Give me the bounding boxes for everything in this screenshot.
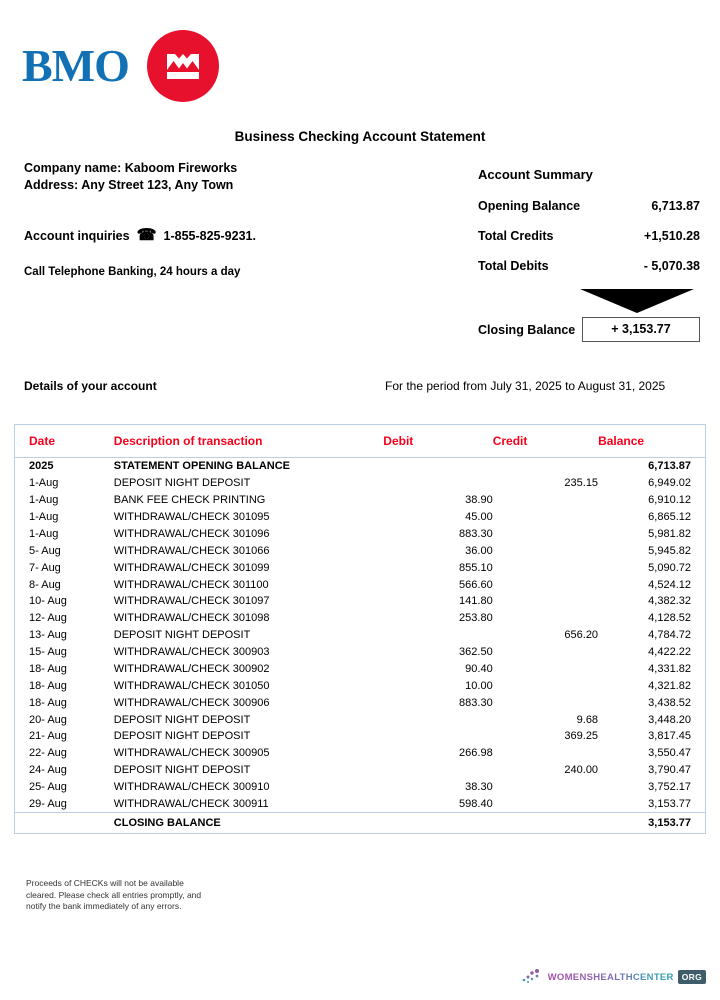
closing-cell-description: CLOSING BALANCE xyxy=(114,813,384,834)
cell-credit xyxy=(493,796,598,813)
closing-cell-date xyxy=(15,813,114,834)
cell-description: WITHDRAWAL/CHECK 300905 xyxy=(113,747,270,760)
table-row xyxy=(15,593,706,610)
watermark-org-badge: ORG xyxy=(678,970,706,985)
cell-debit: 598.40 xyxy=(459,797,493,810)
closing-cell-balance: 3,153.77 xyxy=(598,813,705,834)
cell-date: 12- Aug xyxy=(29,612,67,625)
cell-description: WITHDRAWAL/CHECK 300906 xyxy=(113,696,270,709)
cell-credit xyxy=(493,593,598,610)
cell-date: 18- Aug xyxy=(29,696,67,709)
cell-credit xyxy=(493,661,598,678)
table-row xyxy=(15,644,706,661)
table-row xyxy=(15,526,706,543)
cell-description: BANK FEE CHECK PRINTING xyxy=(113,494,266,507)
cell-date: 8- Aug xyxy=(29,578,61,591)
summary-arrow-container xyxy=(478,289,700,311)
cell-date: 18- Aug xyxy=(29,679,67,692)
account-inquiries xyxy=(24,228,256,244)
table-row xyxy=(15,509,706,526)
table-row xyxy=(15,627,706,644)
cell-credit xyxy=(493,458,598,475)
cell-debit: 566.60 xyxy=(459,578,493,591)
table-row xyxy=(15,779,706,796)
column-header-debit: Debit xyxy=(383,425,492,458)
cell-debit: 266.98 xyxy=(459,747,493,760)
cell-balance: 4,422.22 xyxy=(648,646,691,659)
bmo-logo xyxy=(22,30,219,102)
cell-description: DEPOSIT NIGHT DEPOSIT xyxy=(113,713,251,726)
cell-debit: 10.00 xyxy=(465,679,493,692)
cell-description: STATEMENT OPENING BALANCE xyxy=(113,460,290,473)
cell-debit: 38.30 xyxy=(465,781,493,794)
bmo-wordmark: BMO xyxy=(22,40,129,91)
column-header-description: Description of transaction xyxy=(114,425,384,458)
page-title: Business Checking Account Statement xyxy=(234,129,486,144)
cell-credit xyxy=(493,576,598,593)
table-row xyxy=(15,677,706,694)
table-header-row xyxy=(15,425,706,458)
cell-date: 15- Aug xyxy=(29,646,67,659)
cell-balance: 4,382.32 xyxy=(648,595,691,608)
closing-cell-credit xyxy=(493,813,598,834)
cell-balance: 5,945.82 xyxy=(648,544,691,557)
cell-credit xyxy=(493,610,598,627)
account-inquiries-label: Account inquiries xyxy=(24,229,130,243)
cell-credit xyxy=(493,526,598,543)
cell-date: 29- Aug xyxy=(29,797,67,810)
cell-description: DEPOSIT NIGHT DEPOSIT xyxy=(113,629,251,642)
cell-credit xyxy=(493,542,598,559)
telephone-icon: ☎ xyxy=(136,227,157,244)
cell-date: 18- Aug xyxy=(29,662,67,675)
cell-description: WITHDRAWAL/CHECK 301097 xyxy=(113,595,270,608)
cell-date: 21- Aug xyxy=(29,730,67,743)
disclaimer-line-1: Proceeds of CHECKs will not be available xyxy=(26,878,184,888)
table-row xyxy=(15,492,706,509)
cell-credit xyxy=(493,644,598,661)
cell-debit: 362.50 xyxy=(459,646,493,659)
cell-balance: 4,321.82 xyxy=(648,679,691,692)
cell-credit xyxy=(493,559,598,576)
table-row xyxy=(15,610,706,627)
table-row xyxy=(15,728,706,745)
cell-debit xyxy=(383,762,492,779)
cell-date: 5- Aug xyxy=(29,544,61,557)
cell-balance: 3,438.52 xyxy=(648,696,691,709)
cell-credit: 369.25 xyxy=(564,730,599,743)
table-row-closing-balance xyxy=(15,813,706,834)
cell-credit: 235.15 xyxy=(564,477,599,490)
closing-balance-label: Closing Balance xyxy=(478,322,576,337)
transactions-table xyxy=(14,424,706,834)
transactions-table-body xyxy=(15,458,706,834)
cell-balance: 6,949.02 xyxy=(648,477,691,490)
cell-description: WITHDRAWAL/CHECK 300902 xyxy=(113,662,270,675)
cell-balance: 3,153.77 xyxy=(648,797,691,810)
total-credits-value: +1,510.28 xyxy=(644,229,700,243)
cell-date: 13- Aug xyxy=(29,629,67,642)
customer-info xyxy=(24,160,444,194)
account-summary xyxy=(478,167,700,342)
table-row xyxy=(15,796,706,813)
cell-credit xyxy=(493,509,598,526)
cell-balance: 4,128.52 xyxy=(648,612,691,625)
cell-balance: 6,865.12 xyxy=(648,511,691,524)
watermark-text: WOMENSHEALTHCENTER xyxy=(547,971,674,983)
dot-cluster-icon xyxy=(522,968,544,986)
cell-date: 1-Aug xyxy=(29,527,59,540)
cell-description: WITHDRAWAL/CHECK 300910 xyxy=(113,781,270,794)
summary-row-opening-balance xyxy=(478,199,700,213)
cell-description: WITHDRAWAL/CHECK 301098 xyxy=(113,612,270,625)
cell-debit: 883.30 xyxy=(459,527,493,540)
table-row xyxy=(15,475,706,492)
cell-debit xyxy=(383,627,492,644)
company-name-line: Company name: Kaboom Fireworks xyxy=(24,161,238,175)
table-row xyxy=(15,576,706,593)
transactions-table-head xyxy=(15,425,706,458)
cell-description: WITHDRAWAL/CHECK 301099 xyxy=(113,561,270,574)
opening-balance-label: Opening Balance xyxy=(478,199,581,213)
cell-balance: 5,090.72 xyxy=(648,561,691,574)
cell-description: WITHDRAWAL/CHECK 301096 xyxy=(113,527,270,540)
site-watermark xyxy=(522,968,706,986)
column-header-credit: Credit xyxy=(493,425,598,458)
table-row xyxy=(15,661,706,678)
cell-date: 7- Aug xyxy=(29,561,61,574)
details-heading: Details of your account xyxy=(24,379,157,393)
cell-balance: 3,790.47 xyxy=(648,764,691,777)
cell-balance: 3,817.45 xyxy=(648,730,691,743)
total-debits-label: Total Debits xyxy=(478,259,549,273)
cell-debit xyxy=(383,711,492,728)
table-row xyxy=(15,711,706,728)
summary-row-total-debits xyxy=(478,259,700,273)
cell-credit: 9.68 xyxy=(576,713,599,726)
cell-credit xyxy=(493,694,598,711)
cell-credit xyxy=(493,779,598,796)
column-header-date: Date xyxy=(15,425,114,458)
cell-debit: 253.80 xyxy=(459,612,493,625)
table-row xyxy=(15,762,706,779)
inquiries-phone-number: 1-855-825-9231. xyxy=(163,229,256,243)
cell-description: WITHDRAWAL/CHECK 301066 xyxy=(113,544,270,557)
summary-row-closing-balance xyxy=(478,317,700,342)
table-row xyxy=(15,458,706,475)
cell-debit: 855.10 xyxy=(459,561,493,574)
cell-debit: 38.90 xyxy=(465,494,493,507)
summary-row-total-credits xyxy=(478,229,700,243)
cell-debit: 141.80 xyxy=(459,595,493,608)
cell-date: 1-Aug xyxy=(29,511,59,524)
cell-description: WITHDRAWAL/CHECK 301095 xyxy=(113,511,270,524)
cell-credit: 240.00 xyxy=(564,764,599,777)
cell-date: 25- Aug xyxy=(29,781,67,794)
cell-date: 10- Aug xyxy=(29,595,67,608)
cell-balance: 6,713.87 xyxy=(648,460,691,473)
cell-debit: 36.00 xyxy=(465,544,493,557)
cell-debit xyxy=(383,728,492,745)
cell-credit xyxy=(493,677,598,694)
cell-description: WITHDRAWAL/CHECK 301050 xyxy=(113,679,270,692)
cell-balance: 4,524.12 xyxy=(648,578,691,591)
cell-balance: 6,910.12 xyxy=(648,494,691,507)
cell-date: 2025 xyxy=(29,460,54,473)
closing-cell-debit xyxy=(383,813,492,834)
cell-description: DEPOSIT NIGHT DEPOSIT xyxy=(113,764,251,777)
cell-balance: 4,784.72 xyxy=(648,629,691,642)
account-summary-heading: Account Summary xyxy=(478,167,593,182)
cell-date: 24- Aug xyxy=(29,764,67,777)
cell-balance: 3,550.47 xyxy=(648,747,691,760)
closing-balance-value: + 3,153.77 xyxy=(582,317,700,342)
cell-description: WITHDRAWAL/CHECK 301100 xyxy=(113,578,269,591)
table-row xyxy=(15,745,706,762)
telephone-banking-hours: Call Telephone Banking, 24 hours a day xyxy=(24,266,241,278)
cell-description: DEPOSIT NIGHT DEPOSIT xyxy=(113,477,251,490)
table-row xyxy=(15,542,706,559)
cell-credit: 656.20 xyxy=(564,629,599,642)
company-address-line: Address: Any Street 123, Any Town xyxy=(24,178,234,192)
total-debits-value: - 5,070.38 xyxy=(643,259,700,273)
cell-date: 1-Aug xyxy=(29,477,59,490)
cell-balance: 3,448.20 xyxy=(648,713,691,726)
cell-debit xyxy=(383,475,492,492)
cell-debit: 90.40 xyxy=(465,662,493,675)
cell-date: 22- Aug xyxy=(29,747,67,760)
total-credits-label: Total Credits xyxy=(478,229,554,243)
cell-credit xyxy=(493,745,598,762)
cell-credit xyxy=(493,492,598,509)
column-header-balance: Balance xyxy=(598,425,705,458)
cell-description: WITHDRAWAL/CHECK 300911 xyxy=(113,797,269,810)
cell-date: 20- Aug xyxy=(29,713,67,726)
cell-debit xyxy=(383,458,492,475)
cell-description: DEPOSIT NIGHT DEPOSIT xyxy=(113,730,251,743)
table-row xyxy=(15,559,706,576)
table-row xyxy=(15,694,706,711)
bmo-roundel-icon xyxy=(147,30,219,102)
cell-date: 1-Aug xyxy=(29,494,59,507)
cell-balance: 3,752.17 xyxy=(648,781,691,794)
disclaimer-line-2: cleared. Please check all entries promptly, and xyxy=(26,889,202,900)
arrow-down-icon xyxy=(580,289,694,313)
footer-disclaimer xyxy=(26,878,201,913)
cell-balance: 5,981.82 xyxy=(648,527,691,540)
cell-debit: 45.00 xyxy=(465,511,493,524)
cell-debit: 883.30 xyxy=(459,696,493,709)
opening-balance-value: 6,713.87 xyxy=(651,199,700,213)
statement-period: For the period from July 31, 2025 to August 31, 2025 xyxy=(385,379,666,393)
cell-balance: 4,331.82 xyxy=(648,662,691,675)
cell-description: WITHDRAWAL/CHECK 300903 xyxy=(113,646,270,659)
disclaimer-line-3: notify the bank immediately of any errors. xyxy=(26,901,182,911)
